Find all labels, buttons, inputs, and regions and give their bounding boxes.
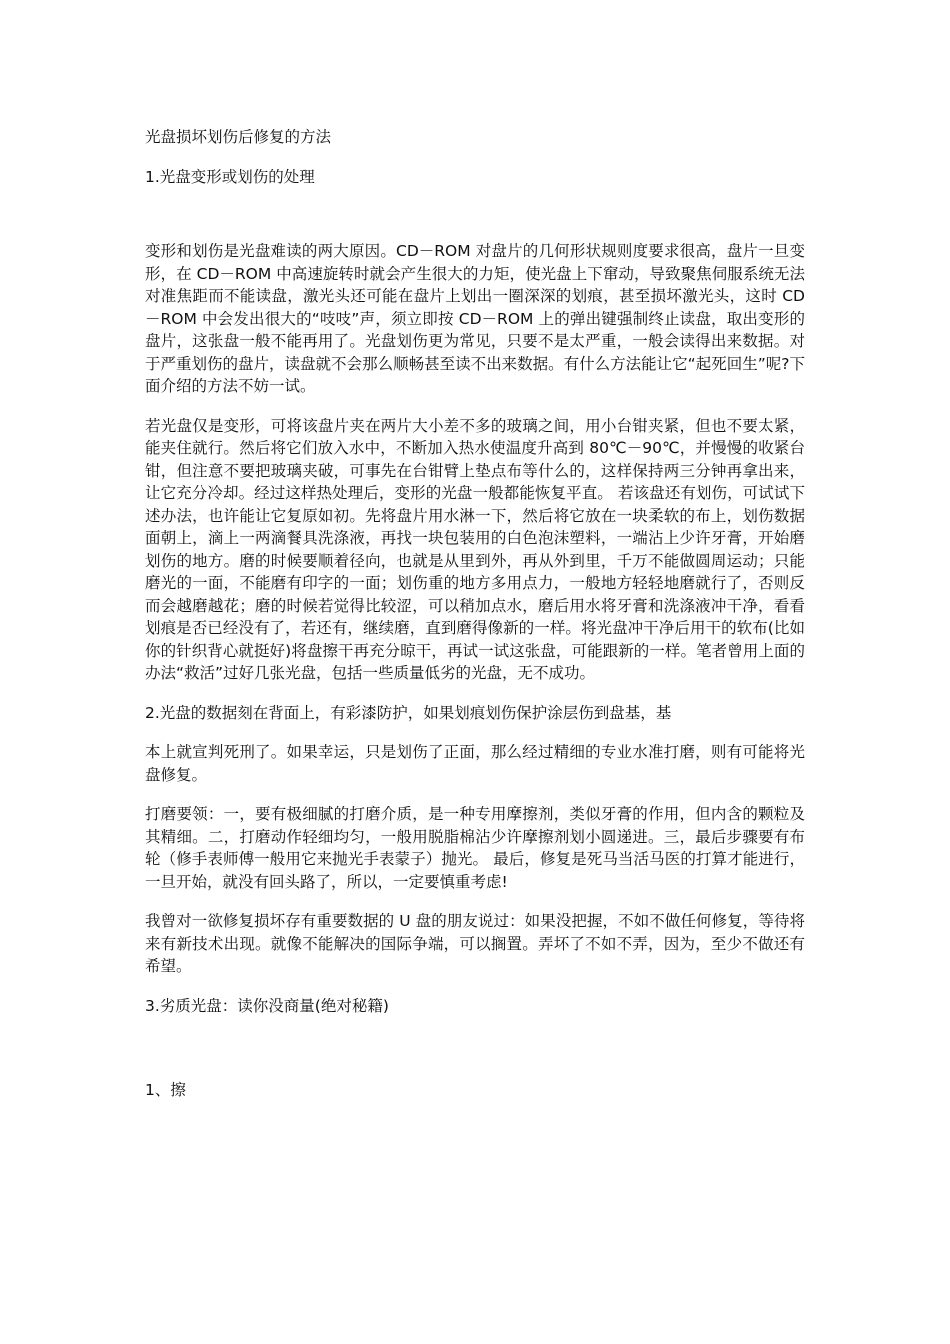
- section-3-heading: 3.劣质光盘：读你没商量(绝对秘籍): [145, 996, 389, 1015]
- paragraph-polishing-tips: 打磨要领：一，要有极细腻的打磨介质，是一种专用摩擦剂，类似牙膏的作用，但内含的颗粒及其精细。二，打磨动作轻细均匀，一般用脱脂棉沾少许摩擦剂划小圆递进。三，最后步骤要有布轮（修手表师傅一般用它来抛光手表蒙子）抛光。 最后，修复是死马当活马医的打算才能进行，一旦开始，就没有回头路了，所以，一定要慎重考虑!: [145, 805, 805, 891]
- paragraph-professional-polishing: 本上就宣判死刑了。如果幸运，只是划伤了正面，那么经过精细的专业水准打磨，则有可能将光盘修复。: [145, 743, 805, 784]
- paragraph-usb-advice: 我曾对一欲修复损坏存有重要数据的 U 盘的朋友说过：如果没把握，不如不做任何修复，等待将来有新技术出现。就像不能解决的国际争端，可以搁置。弄坏了不如不弄，因为，至少不做还有希望。: [145, 912, 805, 975]
- document-page: [145, 126, 805, 1102]
- section-2-heading: 2.光盘的数据刻在背面上，有彩漆防护，如果划痕划伤保护涂层伤到盘基，基: [145, 703, 672, 722]
- list-item-wipe: 1、擦: [145, 1081, 186, 1099]
- paragraph-deformation-and-scratches: 变形和划伤是光盘难读的两大原因。CD－ROM 对盘片的几何形状规则度要求很高，盘片一旦变形，在 CD－ROM 中高速旋转时就会产生很大的力矩，使光盘上下窜动，导致聚焦伺服系统无法对准焦距而不能读盘，激光头还可能在盘片上划出一圈深深的划痕，甚至损坏激光头，这时 CD－ROM 中会发出很大的“吱吱”声，须立即按 CD－ROM 上的弹出键强制终止读盘，取出变形的盘片，这张盘一般不能再用了。光盘划伤更为常见，只要不是太严重，一般会读得出来数据。对于严重划伤的盘片，读盘就不会那么顺畅甚至读不出来数据。有什么方法能让它“起死回生”呢?下面介绍的方法不妨一试。: [145, 242, 805, 395]
- document-title: 光盘损坏划伤后修复的方法: [145, 128, 332, 146]
- paragraph-repair-method: 若光盘仅是变形，可将该盘片夹在两片大小差不多的玻璃之间，用小台钳夹紧，但也不要太紧，能夹住就行。然后将它们放入水中，不断加入热水使温度升高到 80℃－90℃，并慢慢的收紧台钳，但注意不要把玻璃夹破，可事先在台钳臂上垫点布等什么的，这样保持两三分钟再拿出来，让它充分冷却。经过这样热处理后，变形的光盘一般都能恢复平直。 若该盘还有划伤，可试试下述办法，也许能让它复原如初。先将盘片用水淋一下，然后将它放在一块柔软的布上，划伤数据面朝上，滴上一两滴餐具洗涤液，再找一块包装用的白色泡沫塑料，一端沾上少许牙膏，开始磨划伤的地方。磨的时候要顺着径向，也就是从里到外，再从外到里，千万不能做圆周运动；只能磨光的一面，不能磨有印字的一面；划伤重的地方多用点力，一般地方轻轻地磨就行了，否则反而会越磨越花；磨的时候若觉得比较涩，可以稍加点水，磨后用水将牙膏和洗涤液冲干净，看看划痕是否已经没有了，若还有，继续磨，直到磨得像新的一样。将光盘冲干净后用干的软布(比如你的针织背心就挺好)将盘擦干再充分晾干，再试一试这张盘，可能跟新的一样。笔者曾用上面的办法“救活”过好几张光盘，包括一些质量低劣的光盘，无不成功。: [145, 416, 805, 682]
- section-1-heading: 1.光盘变形或划伤的处理: [145, 167, 315, 186]
